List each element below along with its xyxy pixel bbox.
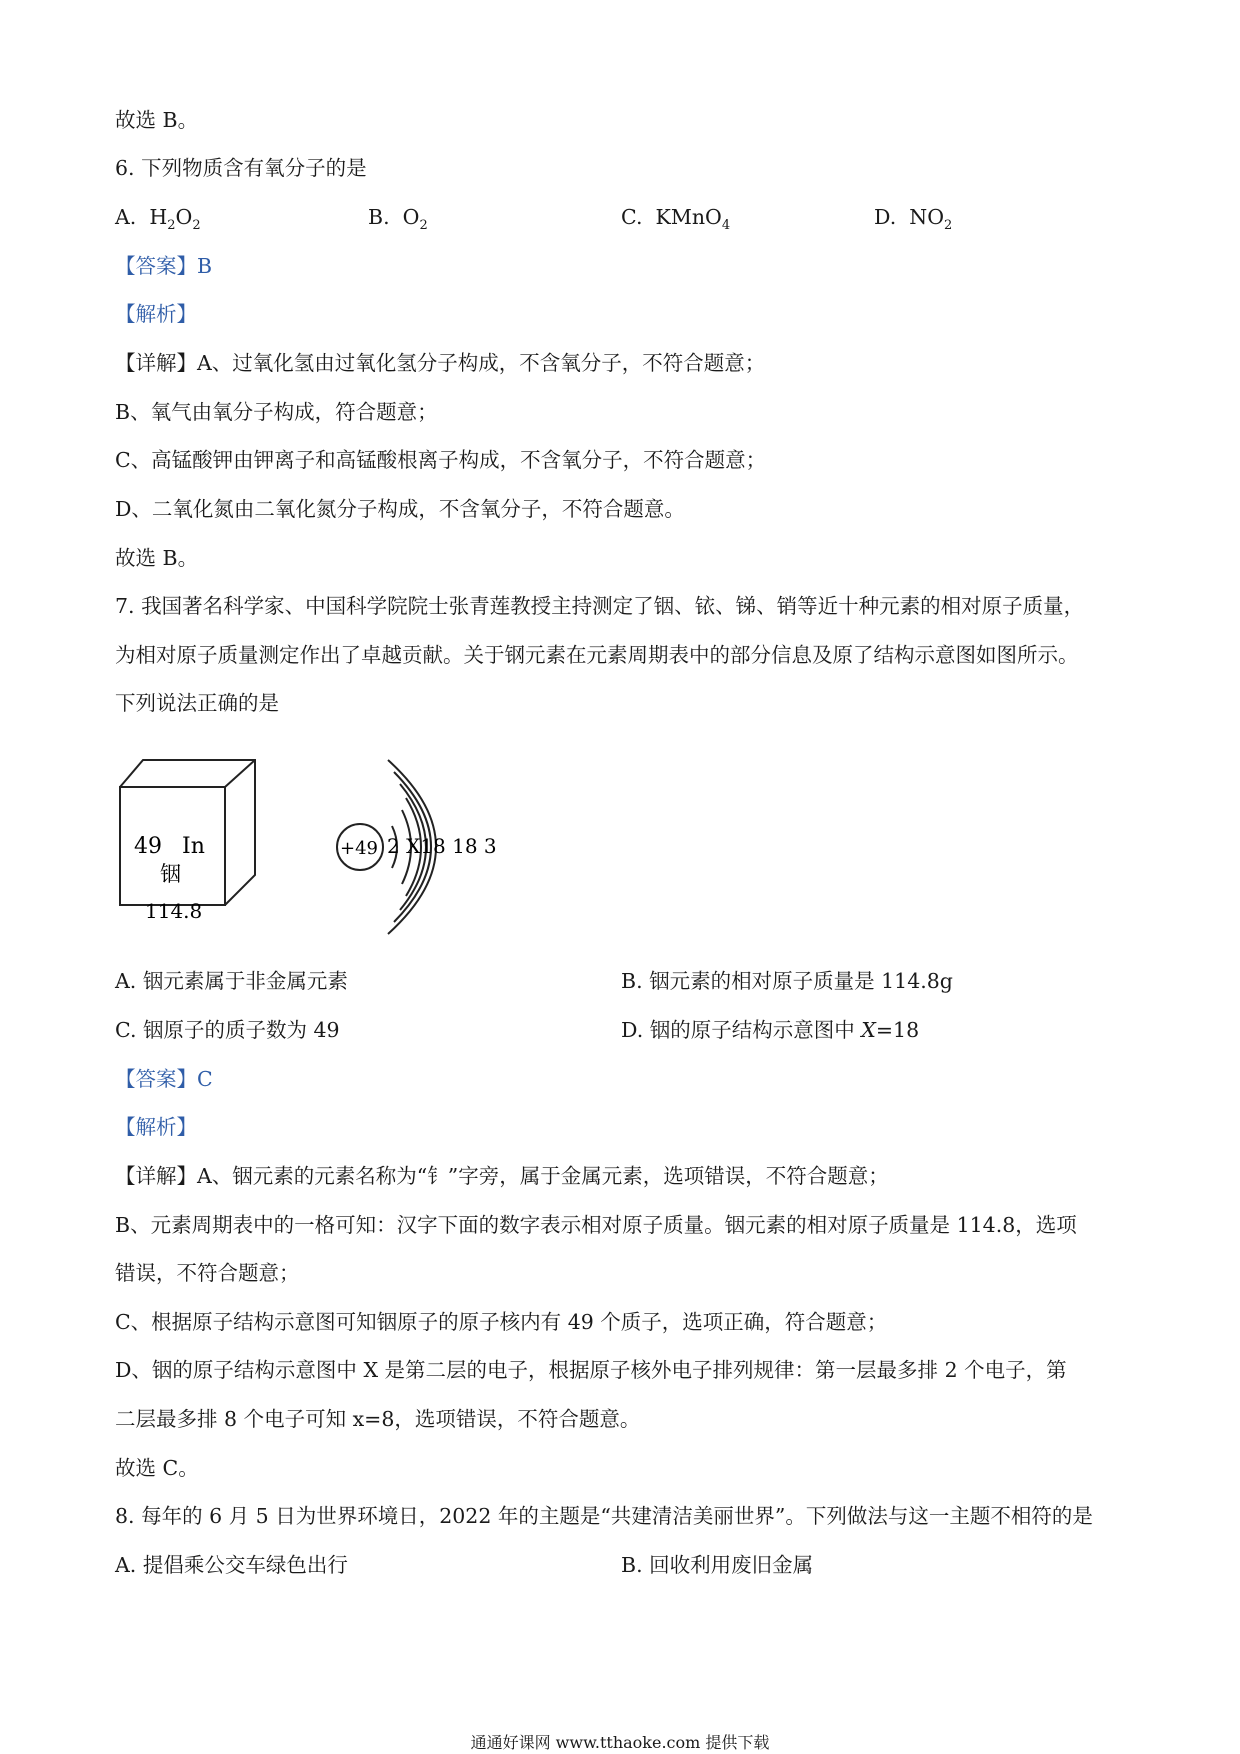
- q7-analysis-heading: 【解析】: [115, 1115, 197, 1139]
- q8-option-a: A. 提倡乘公交车绿色出行: [115, 1553, 348, 1577]
- conclusion-line: 故选 B。: [115, 108, 199, 132]
- q7-conclusion: 故选 C。: [115, 1456, 199, 1480]
- q6-detail-line: D、二氧化氮由二氧化氮分子构成，不含氧分子，不符合题意。: [115, 497, 685, 521]
- q6-detail-line: C、高锰酸钾由钾离子和高锰酸根离子构成，不含氧分子，不符合题意；: [115, 448, 767, 472]
- question-7-stem-line: 7. 我国著名科学家、中国科学院院士张青莲教授主持测定了铟、铱、锑、销等近十种元素的相对原子质量，: [115, 594, 1085, 618]
- q7-detail-line: 错误，不符合题意；: [115, 1261, 300, 1285]
- q8-option-b: B. 回收利用废旧金属: [621, 1553, 814, 1577]
- q7-detail-line: C、根据原子结构示意图可知铟原子的原子核内有 49 个质子，选项正确，符合题意；: [115, 1310, 888, 1334]
- question-7-stem-line: 下列说法正确的是: [115, 691, 279, 715]
- electron-configuration: 2 X18 18 3: [387, 834, 497, 858]
- element-symbol: In: [182, 834, 205, 859]
- q7-detail-line: D、铟的原子结构示意图中 X 是第二层的电子，根据原子核外电子排列规律：第一层最多排 2 个电子，第: [115, 1358, 1067, 1382]
- element-tile: [120, 760, 255, 905]
- q7-option-b: B. 铟元素的相对原子质量是 114.8g: [621, 969, 953, 993]
- q6-analysis-heading: 【解析】: [115, 302, 197, 326]
- q7-detail-line: 【详解】A、铟元素的元素名称为“钅”字旁，属于金属元素，选项错误，不符合题意；: [115, 1164, 889, 1188]
- atom-diagram: [337, 760, 497, 934]
- q6-option-b: B. $O_2$: [368, 205, 428, 234]
- nucleus-charge: +49: [340, 838, 378, 859]
- element-name: 铟: [160, 862, 181, 886]
- q6-detail-line: B、氧气由氧分子构成，符合题意；: [115, 400, 438, 424]
- q7-detail-line: B、元素周期表中的一格可知：汉字下面的数字表示相对原子质量。铟元素的相对原子质量是 114.8，选项: [115, 1213, 1077, 1237]
- q7-answer: 【答案】C: [115, 1067, 213, 1091]
- atomic-number: 49: [134, 834, 162, 859]
- q7-option-d: D. 铟的原子结构示意图中 X=18: [621, 1018, 920, 1042]
- q6-option-c: C. KMnO$_4$: [621, 205, 731, 234]
- q7-option-c: C. 铟原子的质子数为 49: [115, 1018, 340, 1042]
- q6-conclusion: 故选 B。: [115, 546, 199, 570]
- q7-detail-line: 二层最多排 8 个电子可知 x=8，选项错误，不符合题意。: [115, 1407, 641, 1431]
- q6-option-a: A. $H_2O_2$: [115, 205, 201, 234]
- atomic-mass: 114.8: [145, 899, 203, 923]
- question-7-stem-line: 为相对原子质量测定作出了卓越贡献。关于钢元素在元素周期表中的部分信息及原了结构示意图如图所示。: [115, 643, 1079, 667]
- q6-detail-line: 【详解】A、过氧化氢由过氧化氢分子构成，不含氧分子，不符合题意；: [115, 351, 766, 375]
- indium-figure: [110, 750, 510, 935]
- q6-option-d: D. $NO_2$: [874, 205, 953, 234]
- q7-option-a: A. 铟元素属于非金属元素: [115, 969, 348, 993]
- question-8-stem: 8. 每年的 6 月 5 日为世界环境日，2022 年的主题是“共建清洁美丽世界”。下列做法与这一主题不相符的是: [115, 1504, 1093, 1528]
- question-6-stem: 6. 下列物质含有氧分子的是: [115, 156, 367, 180]
- page-footer: 通通好课网 www.tthaoke.com 提供下载: [470, 1733, 770, 1752]
- q6-answer: 【答案】B: [115, 254, 213, 278]
